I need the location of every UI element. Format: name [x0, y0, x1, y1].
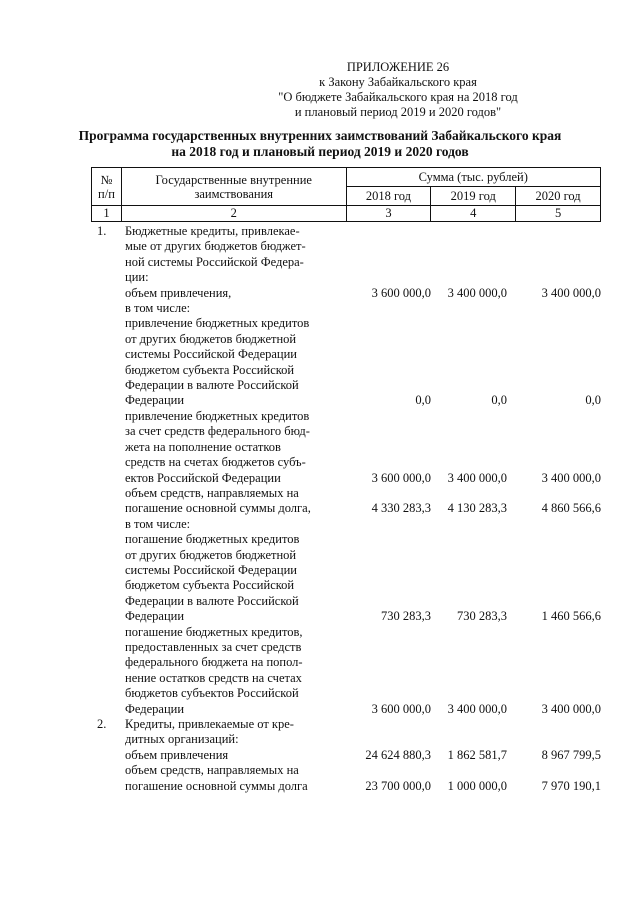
value-2019: 3 400 000,0 [447, 470, 507, 485]
title-line1: Программа государственных внутренних заимствований Забайкальского края [78, 128, 562, 143]
table-row [91, 316, 601, 408]
value-2019: 730 283,3 [457, 609, 507, 624]
table-header [91, 167, 601, 222]
header-sum: Сумма (тыс. рублей) [346, 168, 600, 187]
value-2020: 1 460 566,6 [541, 609, 601, 624]
table-row [91, 486, 601, 517]
value-2020: 7 970 190,1 [541, 778, 601, 793]
header-year-2018: 2018 год [346, 187, 431, 206]
table-body [91, 224, 601, 794]
value-2020: 0,0 [585, 393, 601, 408]
appendix-law-title-line1: "О бюджете Забайкальского края на 2018 год [278, 90, 518, 104]
value-2018: 23 700 000,0 [365, 778, 431, 793]
header-name [121, 168, 346, 206]
value-2018: 730 283,3 [381, 609, 431, 624]
appendix-law-line: к Закону Забайкальского края [319, 75, 477, 89]
header-name-line2: заимствования [194, 186, 274, 201]
column-number: 4 [431, 206, 516, 222]
row-number: 2. [97, 717, 107, 731]
value-2019: 0,0 [491, 393, 507, 408]
column-numbers-row [92, 206, 601, 222]
value-2018: 4 330 283,3 [371, 501, 431, 516]
header-number [92, 168, 122, 206]
header-number-line1: № [100, 172, 113, 187]
appendix-number: ПРИЛОЖЕНИЕ 26 [346, 60, 450, 74]
row-number: 1. [97, 224, 107, 238]
value-2020: 3 400 000,0 [541, 701, 601, 716]
value-2019: 1 000 000,0 [447, 778, 507, 793]
value-2020: 8 967 799,5 [541, 747, 601, 762]
row-description: привлечение бюджетных кредитов за счет средств федерального бюд- жета на пополнение остатков средств на счетах бюджетов субъ- ектов Российской Федерации [125, 408, 310, 485]
row-description: погашение бюджетных кредитов, предоставленных за счет средств федерального бюджета на попол- нение остатков средств на счетах бюджетов субъектов Российской Федерации [125, 624, 303, 716]
row-description: погашение бюджетных кредитов от других бюджетов бюджетной системы Российской Федерации бюджетом субъекта Российской Федерации в валюте Российской Федерации [125, 532, 300, 624]
row-description: объем привлечения, [125, 285, 232, 300]
value-2020: 3 400 000,0 [541, 470, 601, 485]
row-description: Кредиты, привлекаемые от кре- дитных организаций: [125, 717, 294, 747]
table-row [91, 763, 601, 794]
header-year-2020: 2020 год [516, 187, 601, 206]
value-2020: 3 400 000,0 [541, 285, 601, 300]
appendix-header [248, 60, 548, 120]
table-row [91, 717, 601, 748]
row-description: привлечение бюджетных кредитов от других бюджетов бюджетной системы Российской Федерации бюджетом субъекта Российской Федерации в валюте Российской Федерации [125, 316, 310, 408]
row-description: в том числе: [125, 516, 191, 531]
table-row [91, 301, 601, 316]
appendix-law-title-line2: и плановый период 2019 и 2020 годов" [294, 105, 502, 119]
row-description: объем средств, направляемых на погашение основной суммы долга [125, 763, 308, 793]
header-number-line2: п/п [98, 186, 115, 201]
table-row [91, 224, 601, 286]
value-2019: 3 400 000,0 [447, 701, 507, 716]
value-2018: 3 600 000,0 [371, 470, 431, 485]
table-row [91, 748, 601, 763]
table-row [91, 409, 601, 486]
table-row [91, 532, 601, 624]
row-description: в том числе: [125, 301, 191, 316]
value-2019: 1 862 581,7 [447, 747, 507, 762]
column-number: 1 [92, 206, 122, 222]
header-name-line1: Государственные внутренние [155, 172, 312, 187]
row-description: объем привлечения [125, 747, 229, 762]
value-2018: 0,0 [415, 393, 431, 408]
table-row [91, 517, 601, 532]
column-number: 3 [346, 206, 431, 222]
row-description: Бюджетные кредиты, привлекае- мые от других бюджетов бюджет- ной системы Российской Федера- ции: [125, 224, 306, 285]
table-row [91, 625, 601, 717]
column-number: 2 [121, 206, 346, 222]
value-2019: 3 400 000,0 [447, 285, 507, 300]
table-row [91, 286, 601, 301]
title-line2: на 2018 год и плановый период 2019 и 2020 годов [171, 144, 469, 159]
value-2019: 4 130 283,3 [447, 501, 507, 516]
header-year-2019: 2019 год [431, 187, 516, 206]
value-2018: 3 600 000,0 [371, 285, 431, 300]
value-2020: 4 860 566,6 [541, 501, 601, 516]
value-2018: 24 624 880,3 [365, 747, 431, 762]
column-number: 5 [516, 206, 601, 222]
document-title [0, 128, 640, 160]
value-2018: 3 600 000,0 [371, 701, 431, 716]
row-description: объем средств, направляемых на погашение основной суммы долга, [125, 485, 311, 516]
